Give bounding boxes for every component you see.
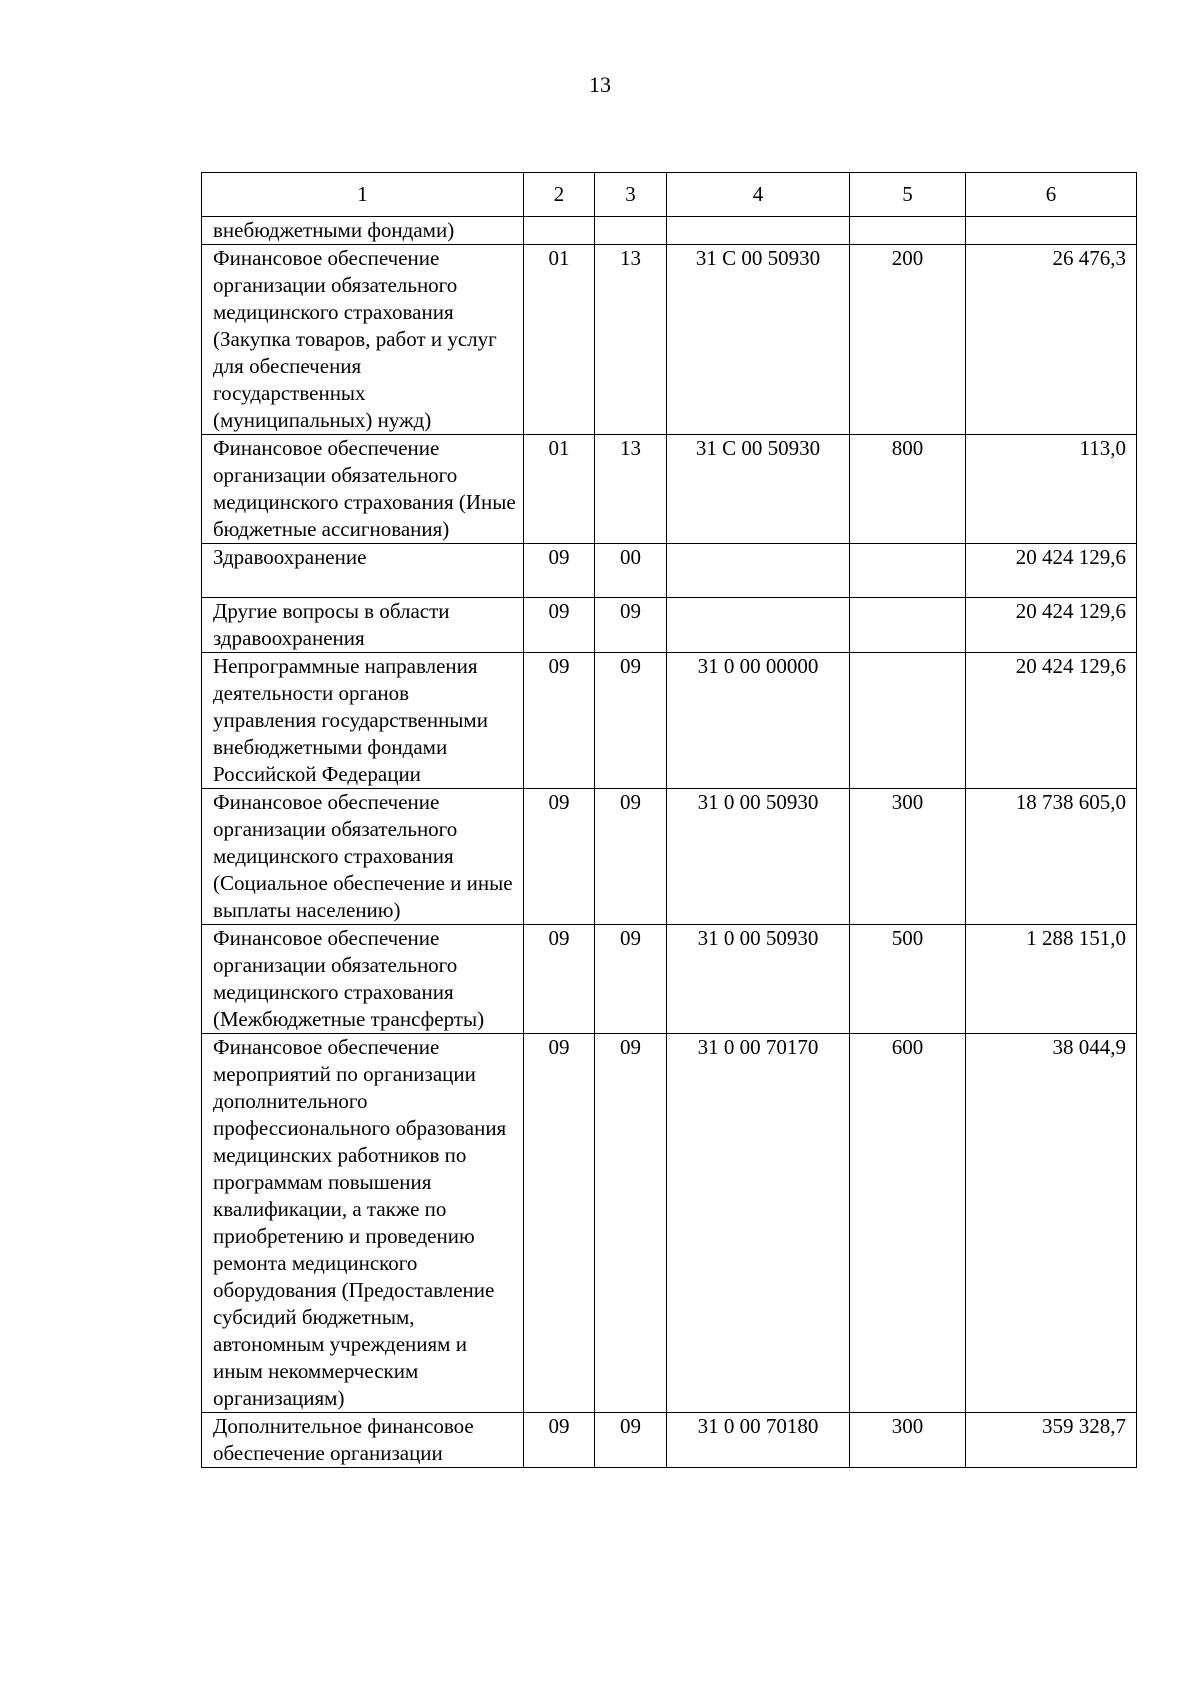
row-expense-type [850,217,966,245]
row-subsection: 00 [595,544,667,598]
row-amount [966,217,1137,245]
row-subsection [595,217,667,245]
budget-table [201,172,1137,1468]
row-amount: 20 424 129,6 [966,653,1137,789]
page-number: 13 [589,72,611,97]
row-target-article [667,598,850,653]
table-row [202,1413,1137,1468]
row-section: 09 [524,1413,595,1468]
row-expense-type: 300 [850,1413,966,1468]
row-target-article: 31 0 00 70170 [667,1034,850,1413]
row-expense-type: 800 [850,435,966,544]
row-subsection: 09 [595,598,667,653]
table-row [202,653,1137,789]
row-name: Финансовое обеспечение организации обязательного медицинского страхования (Социальное обеспечение и иные выплаты населению) [202,789,524,925]
row-target-article: 31 0 00 50930 [667,789,850,925]
row-amount: 1 288 151,0 [966,925,1137,1034]
table-row [202,435,1137,544]
row-name: Финансовое обеспечение мероприятий по организации дополнительного профессионального образования медицинских работников по программам повышения квалификации, а также по приобретению и проведению ремонта медицинского оборудования (Предоставление субсидий бюджетным, автономным учреждениям и иным некоммерческим организациям) [202,1034,524,1413]
row-section: 09 [524,789,595,925]
row-section: 01 [524,245,595,435]
row-section [524,217,595,245]
row-target-article: 31 С 00 50930 [667,245,850,435]
header-row [202,173,1137,217]
row-amount: 26 476,3 [966,245,1137,435]
row-target-article [667,544,850,598]
row-target-article [667,217,850,245]
row-name: внебюджетными фондами) [202,217,524,245]
table-row [202,217,1137,245]
header-col-4: 4 [667,173,850,217]
row-subsection: 09 [595,1034,667,1413]
row-subsection: 09 [595,925,667,1034]
header-col-1: 1 [202,173,524,217]
row-name: Дополнительное финансовое обеспечение организации [202,1413,524,1468]
row-amount: 113,0 [966,435,1137,544]
table-row [202,245,1137,435]
row-amount: 20 424 129,6 [966,544,1137,598]
row-amount: 20 424 129,6 [966,598,1137,653]
row-subsection: 09 [595,1413,667,1468]
row-target-article: 31 0 00 00000 [667,653,850,789]
row-target-article: 31 0 00 50930 [667,925,850,1034]
row-expense-type: 600 [850,1034,966,1413]
row-name: Другие вопросы в области здравоохранения [202,598,524,653]
header-col-6: 6 [966,173,1137,217]
row-subsection: 13 [595,435,667,544]
row-name: Непрограммные направления деятельности органов управления государственными внебюджетными фондами Российской Федерации [202,653,524,789]
row-expense-type: 500 [850,925,966,1034]
row-name: Здравоохранение [202,544,524,598]
row-section: 01 [524,435,595,544]
header-col-5: 5 [850,173,966,217]
row-section: 09 [524,1034,595,1413]
row-expense-type: 300 [850,789,966,925]
row-subsection: 13 [595,245,667,435]
row-target-article: 31 С 00 50930 [667,435,850,544]
table-row [202,789,1137,925]
row-name: Финансовое обеспечение организации обязательного медицинского страхования (Межбюджетные трансферты) [202,925,524,1034]
row-section: 09 [524,544,595,598]
row-section: 09 [524,925,595,1034]
header-col-3: 3 [595,173,667,217]
row-target-article: 31 0 00 70180 [667,1413,850,1468]
row-subsection: 09 [595,789,667,925]
row-name: Финансовое обеспечение организации обязательного медицинского страхования (Закупка товаров, работ и услуг для обеспечения государственных (муниципальных) нужд) [202,245,524,435]
table-row [202,925,1137,1034]
row-section: 09 [524,653,595,789]
row-name: Финансовое обеспечение организации обязательного медицинского страхования (Иные бюджетные ассигнования) [202,435,524,544]
row-subsection: 09 [595,653,667,789]
row-expense-type [850,544,966,598]
row-expense-type [850,598,966,653]
row-expense-type: 200 [850,245,966,435]
table-row [202,598,1137,653]
row-expense-type [850,653,966,789]
header-col-2: 2 [524,173,595,217]
table-row [202,544,1137,598]
row-amount: 38 044,9 [966,1034,1137,1413]
row-amount: 359 328,7 [966,1413,1137,1468]
row-section: 09 [524,598,595,653]
table-row [202,1034,1137,1413]
row-amount: 18 738 605,0 [966,789,1137,925]
